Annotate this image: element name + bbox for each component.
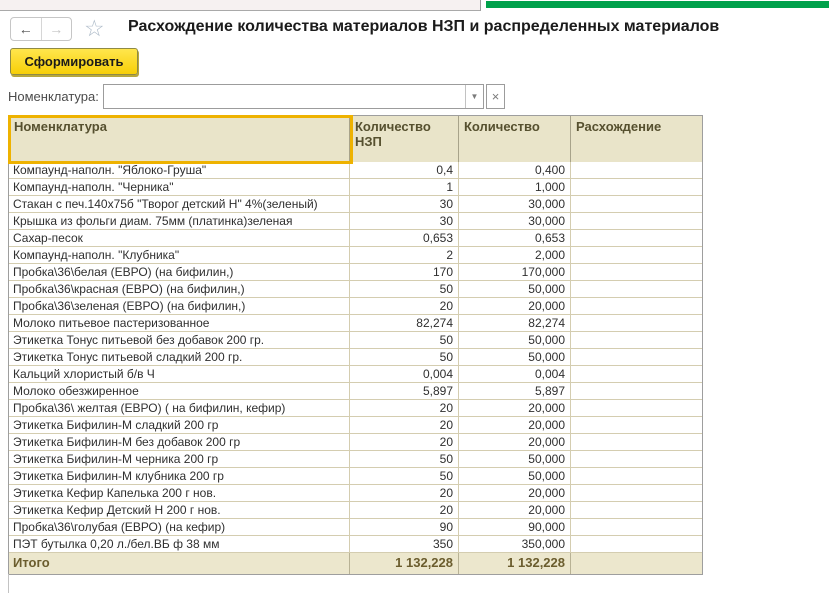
cell-qty: 170,000	[459, 264, 571, 281]
table-row[interactable]	[9, 400, 702, 417]
column-header-nomenclature[interactable]: Номенклатура	[9, 116, 350, 162]
table-row[interactable]	[9, 264, 702, 281]
page-title: Расхождение количества материалов НЗП и распределенных материалов	[128, 18, 720, 35]
table-row[interactable]	[9, 417, 702, 434]
cell-qty: 20,000	[459, 502, 571, 519]
report-table	[8, 115, 703, 575]
total-qty: 1 132,228	[459, 553, 571, 574]
cell-qty-nzp: 0,004	[350, 366, 459, 383]
cell-qty: 5,897	[459, 383, 571, 400]
cell-qty-nzp: 20	[350, 485, 459, 502]
cell-qty: 0,400	[459, 162, 571, 179]
cell-discrepancy	[571, 417, 702, 434]
table-row[interactable]	[9, 383, 702, 400]
cell-discrepancy	[571, 332, 702, 349]
cell-nomenclature: Этикетка Бифилин-М сладкий 200 гр	[9, 417, 350, 434]
cell-qty-nzp: 82,274	[350, 315, 459, 332]
cell-nomenclature: Крышка из фольги диам. 75мм (платинка)зеленая	[9, 213, 350, 230]
table-row[interactable]	[9, 196, 702, 213]
back-arrow-icon: ←	[18, 21, 33, 37]
cell-nomenclature: Пробка\36\белая (ЕВРО) (на бифилин,)	[9, 264, 350, 281]
cell-nomenclature: Этикетка Кефир Капелька 200 г нов.	[9, 485, 350, 502]
cell-qty: 20,000	[459, 298, 571, 315]
table-row[interactable]	[9, 230, 702, 247]
cell-qty-nzp: 50	[350, 349, 459, 366]
cell-discrepancy	[571, 502, 702, 519]
cell-discrepancy	[571, 179, 702, 196]
total-discrepancy	[571, 553, 702, 574]
cell-qty-nzp: 20	[350, 298, 459, 315]
cell-qty-nzp: 50	[350, 281, 459, 298]
cell-discrepancy	[571, 281, 702, 298]
table-row[interactable]	[9, 315, 702, 332]
table-row[interactable]	[9, 468, 702, 485]
table-row[interactable]	[9, 451, 702, 468]
table-row[interactable]	[9, 434, 702, 451]
cell-nomenclature: Сахар-песок	[9, 230, 350, 247]
cell-nomenclature: Этикетка Бифилин-М без добавок 200 гр	[9, 434, 350, 451]
cell-nomenclature: Этикетка Кефир Детский Н 200 г нов.	[9, 502, 350, 519]
cell-qty-nzp: 30	[350, 213, 459, 230]
cell-discrepancy	[571, 434, 702, 451]
cell-nomenclature: Пробка\36\ желтая (ЕВРО) ( на бифилин, кефир)	[9, 400, 350, 417]
cell-discrepancy	[571, 485, 702, 502]
cell-qty: 50,000	[459, 349, 571, 366]
cell-qty-nzp: 90	[350, 519, 459, 536]
dropdown-button[interactable]	[465, 85, 483, 108]
cell-qty: 2,000	[459, 247, 571, 264]
total-row[interactable]	[9, 553, 702, 574]
cell-qty-nzp: 350	[350, 536, 459, 553]
cell-nomenclature: Пробка\36\зеленая (ЕВРО) (на бифилин,)	[9, 298, 350, 315]
cell-qty-nzp: 30	[350, 196, 459, 213]
cell-discrepancy	[571, 196, 702, 213]
cell-nomenclature: Молоко обезжиренное	[9, 383, 350, 400]
total-label: Итого	[9, 553, 350, 574]
cell-qty-nzp: 50	[350, 332, 459, 349]
cell-discrepancy	[571, 298, 702, 315]
cell-discrepancy	[571, 451, 702, 468]
cell-qty-nzp: 20	[350, 417, 459, 434]
cell-nomenclature: Компаунд-наполн. "Яблоко-Груша"	[9, 162, 350, 179]
cell-qty-nzp: 0,653	[350, 230, 459, 247]
cell-qty: 30,000	[459, 213, 571, 230]
cell-qty-nzp: 5,897	[350, 383, 459, 400]
cell-discrepancy	[571, 162, 702, 179]
cell-qty: 50,000	[459, 468, 571, 485]
nomenclature-input[interactable]	[104, 85, 465, 108]
back-button[interactable]	[11, 18, 42, 40]
cell-nomenclature: Этикетка Бифилин-М клубника 200 гр	[9, 468, 350, 485]
cell-nomenclature: Молоко питьевое пастеризованное	[9, 315, 350, 332]
cell-nomenclature: Стакан с печ.140х75б "Творог детский Н" 4%(зеленый)	[9, 196, 350, 213]
table-body	[9, 162, 702, 553]
cell-nomenclature: Этикетка Тонус питьевой без добавок 200 гр.	[9, 332, 350, 349]
cell-qty-nzp: 20	[350, 400, 459, 417]
cell-nomenclature: Пробка\36\красная (ЕВРО) (на бифилин,)	[9, 281, 350, 298]
nomenclature-field	[103, 84, 484, 109]
cell-qty-nzp: 50	[350, 468, 459, 485]
forward-button[interactable]	[42, 18, 72, 40]
cell-discrepancy	[571, 468, 702, 485]
favorite-star-icon[interactable]: ☆	[84, 15, 105, 41]
cell-nomenclature: Кальций хлористый б/в Ч	[9, 366, 350, 383]
cell-qty-nzp: 1	[350, 179, 459, 196]
cell-qty-nzp: 20	[350, 502, 459, 519]
cell-qty: 90,000	[459, 519, 571, 536]
cell-qty-nzp: 50	[350, 451, 459, 468]
cell-discrepancy	[571, 366, 702, 383]
cell-qty: 50,000	[459, 451, 571, 468]
table-row[interactable]	[9, 298, 702, 315]
cell-qty-nzp: 20	[350, 434, 459, 451]
chevron-down-icon: ▼	[470, 92, 479, 101]
table-row[interactable]	[9, 179, 702, 196]
cell-discrepancy	[571, 230, 702, 247]
column-header-qty[interactable]: Количество	[459, 116, 571, 162]
cell-nomenclature: Компаунд-наполн. "Черника"	[9, 179, 350, 196]
cell-qty: 20,000	[459, 485, 571, 502]
cell-discrepancy	[571, 400, 702, 417]
report-left-edge	[8, 574, 9, 593]
table-row[interactable]	[9, 349, 702, 366]
cell-nomenclature: ПЭТ бутылка 0,20 л./бел.ВБ ф 38 мм	[9, 536, 350, 553]
total-qty-nzp: 1 132,228	[350, 553, 459, 574]
cell-discrepancy	[571, 349, 702, 366]
cell-qty: 1,000	[459, 179, 571, 196]
table-row[interactable]	[9, 519, 702, 536]
cell-qty: 0,004	[459, 366, 571, 383]
cell-qty: 50,000	[459, 281, 571, 298]
cell-qty: 50,000	[459, 332, 571, 349]
table-row[interactable]	[9, 281, 702, 298]
cell-discrepancy	[571, 383, 702, 400]
cell-discrepancy	[571, 315, 702, 332]
close-icon: ×	[491, 89, 500, 104]
cell-qty: 30,000	[459, 196, 571, 213]
table-row[interactable]	[9, 536, 702, 553]
cell-discrepancy	[571, 536, 702, 553]
cell-qty: 82,274	[459, 315, 571, 332]
history-nav-group	[10, 17, 72, 41]
table-row[interactable]	[9, 247, 702, 264]
cell-qty: 20,000	[459, 400, 571, 417]
generate-button[interactable]: Сформировать	[10, 48, 138, 75]
progress-strip	[486, 1, 829, 8]
table-header	[9, 116, 702, 162]
cell-nomenclature: Компаунд-наполн. "Клубника"	[9, 247, 350, 264]
cell-nomenclature: Этикетка Тонус питьевой сладкий 200 гр.	[9, 349, 350, 366]
nomenclature-label: Номенклатура:	[8, 89, 99, 104]
cell-discrepancy	[571, 264, 702, 281]
cell-qty: 0,653	[459, 230, 571, 247]
table-row[interactable]	[9, 213, 702, 230]
clear-button[interactable]	[486, 84, 505, 109]
table-row[interactable]	[9, 366, 702, 383]
column-header-discrepancy[interactable]: Расхождение	[576, 119, 662, 134]
column-header-qty-nzp[interactable]: Количество НЗП	[350, 116, 459, 162]
table-row[interactable]	[9, 485, 702, 502]
cell-nomenclature: Пробка\36\голубая (ЕВРО) (на кефир)	[9, 519, 350, 536]
cell-qty: 20,000	[459, 434, 571, 451]
table-row[interactable]	[9, 162, 702, 179]
cell-discrepancy	[571, 213, 702, 230]
cell-discrepancy	[571, 519, 702, 536]
cell-qty-nzp: 170	[350, 264, 459, 281]
cell-qty-nzp: 0,4	[350, 162, 459, 179]
cell-qty: 20,000	[459, 417, 571, 434]
cell-discrepancy	[571, 247, 702, 264]
forward-arrow-icon: →	[49, 21, 64, 37]
table-row[interactable]	[9, 332, 702, 349]
cell-nomenclature: Этикетка Бифилин-М черника 200 гр	[9, 451, 350, 468]
cell-qty: 350,000	[459, 536, 571, 553]
browser-tab-strip	[0, 0, 481, 11]
table-row[interactable]	[9, 502, 702, 519]
cell-qty-nzp: 2	[350, 247, 459, 264]
